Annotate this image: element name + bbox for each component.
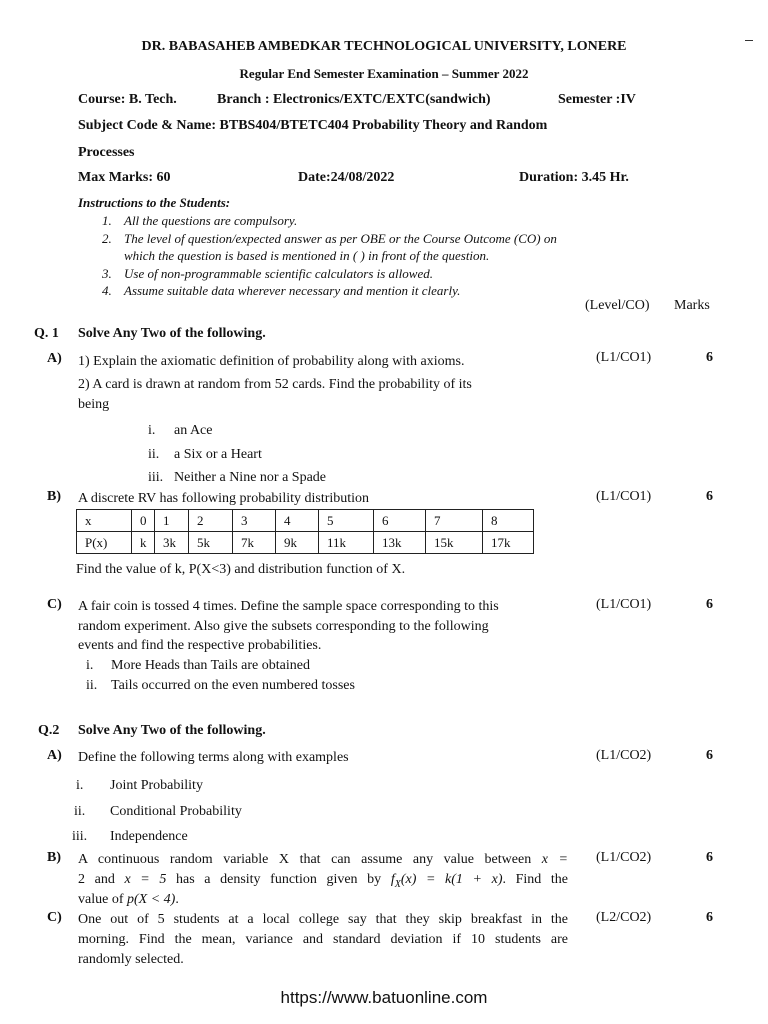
- q1b-level: (L1/CO1): [596, 489, 652, 504]
- p-header-cell: P(x): [77, 532, 132, 554]
- p-cell: 9k: [276, 532, 319, 554]
- q1b-label: B): [47, 489, 61, 504]
- table-row: [77, 510, 534, 532]
- q2b-math: x = 5: [124, 872, 167, 887]
- marks-header: Marks: [674, 298, 710, 313]
- sub-text: a Six or a Heart: [174, 446, 262, 462]
- q2c-line1: One out of 5 students at a local college say that they skip breakfast in the: [78, 912, 568, 927]
- q2-title: Solve Any Two of the following.: [78, 723, 266, 738]
- exam-title: Regular End Semester Examination – Summer 2022: [239, 66, 529, 81]
- q1c-sublist: [86, 656, 355, 696]
- x-cell: 8: [483, 510, 534, 532]
- instruction-text: Use of non-programmable scientific calculators is allowed.: [124, 265, 433, 281]
- x-cell: 6: [374, 510, 426, 532]
- x-cell: 3: [233, 510, 276, 532]
- sub-text: Independence: [110, 829, 188, 844]
- q1c-line2: random experiment. Also give the subsets corresponding to the following: [78, 619, 489, 634]
- q1a-label: A): [47, 351, 62, 366]
- branch: Branch : Electronics/EXTC/EXTC(sandwich): [217, 92, 491, 107]
- x-header-cell: x: [77, 510, 132, 532]
- exam-duration: Duration: 3.45 Hr.: [519, 170, 629, 185]
- course: Course: B. Tech.: [78, 92, 177, 107]
- margin-mark: [745, 40, 753, 41]
- q2b-math: f: [390, 872, 395, 887]
- q1b-after: Find the value of k, P(X<3) and distribution function of X.: [76, 562, 406, 577]
- instruction-num: 3.: [102, 265, 112, 281]
- instructions-list: [102, 212, 557, 300]
- sub-num: ii.: [74, 803, 86, 819]
- q2c-line3: randomly selected.: [78, 952, 184, 967]
- p-cell: 3k: [155, 532, 189, 554]
- q2b-line3: [78, 890, 179, 910]
- x-cell: 2: [189, 510, 233, 532]
- q1a-part2-line1: 2) A card is drawn at random from 52 cards. Find the probability of its: [78, 377, 472, 392]
- q2a-marks: 6: [706, 748, 713, 763]
- sub-num: i.: [86, 658, 94, 673]
- q2b-text: A continuous random variable X that can assume any value between: [78, 852, 542, 867]
- instruction-text: which the question is based is mentioned in ( ) in front of the question.: [124, 248, 490, 263]
- q2a-sublist: [72, 773, 242, 850]
- q1c-line3: events and find the respective probabilities.: [78, 638, 322, 653]
- p-cell: 11k: [319, 532, 374, 554]
- sub-text: Tails occurred on the even numbered tosses: [111, 678, 355, 693]
- x-cell: 5: [319, 510, 374, 532]
- q2c-marks: 6: [706, 910, 713, 925]
- q2b-math: x =: [541, 852, 568, 867]
- exam-date: Date:24/08/2022: [298, 170, 395, 185]
- instruction-num: 4.: [102, 283, 112, 298]
- q2b-text: . Find the: [502, 872, 569, 887]
- instruction-text: The level of question/expected answer as per OBE or the Course Outcome (CO) on: [124, 230, 557, 246]
- p-cell: 5k: [189, 532, 233, 554]
- q2b-text: value of: [78, 892, 127, 907]
- q1a-level: (L1/CO1): [596, 350, 652, 365]
- q1c-marks: 6: [706, 597, 713, 612]
- q1c-label: C): [47, 597, 62, 612]
- q1-number: Q. 1: [34, 326, 59, 341]
- q1c-line1: A fair coin is tossed 4 times. Define the sample space corresponding to this: [78, 599, 499, 614]
- sub-text: Conditional Probability: [110, 803, 242, 819]
- q2b-text: .: [175, 892, 179, 907]
- q2b-math: p(X < 4): [126, 892, 176, 907]
- p-cell: 17k: [483, 532, 534, 554]
- sub-num: ii.: [148, 446, 160, 462]
- subject-line-2: Processes: [78, 145, 135, 160]
- instruction-text: All the questions are compulsory.: [124, 213, 298, 228]
- q2b-level: (L1/CO2): [596, 850, 652, 865]
- p-cell: 13k: [374, 532, 426, 554]
- q1-title: Solve Any Two of the following.: [78, 326, 266, 341]
- sub-num: i.: [148, 423, 156, 438]
- semester: Semester :IV: [558, 92, 636, 107]
- q1c-level: (L1/CO1): [596, 597, 652, 612]
- footer-url: https://www.batuonline.com: [280, 988, 488, 1007]
- q2c-level: (L2/CO2): [596, 910, 652, 925]
- university-name: DR. BABASAHEB AMBEDKAR TECHNOLOGICAL UNIVERSITY, LONERE: [141, 39, 627, 54]
- q2c-line2: morning. Find the mean, variance and standard deviation if 10 students are: [78, 932, 568, 947]
- max-marks: Max Marks: 60: [78, 170, 171, 185]
- level-co-header: (Level/CO): [585, 298, 650, 313]
- q2b-math-sub: X: [394, 878, 401, 890]
- q1b-marks: 6: [706, 489, 713, 504]
- q2a-level: (L1/CO2): [596, 748, 652, 763]
- sub-num: iii.: [148, 470, 164, 485]
- q1a-marks: 6: [706, 350, 713, 365]
- instructions-title: Instructions to the Students:: [78, 195, 231, 210]
- table-row: [77, 532, 534, 554]
- q2c-label: C): [47, 910, 62, 925]
- q1a-part1: 1) Explain the axiomatic definition of probability along with axioms.: [78, 354, 465, 369]
- q1b-intro: A discrete RV has following probability distribution: [78, 491, 370, 506]
- x-cell: 4: [276, 510, 319, 532]
- q2b-line1: [78, 850, 568, 870]
- sub-text: Joint Probability: [110, 778, 203, 793]
- x-cell: 1: [155, 510, 189, 532]
- q2b-math: (x) = k(1 + x): [400, 872, 503, 887]
- p-cell: k: [132, 532, 155, 554]
- q2-number: Q.2: [38, 723, 60, 738]
- sub-text: More Heads than Tails are obtained: [111, 658, 310, 673]
- sub-num: ii.: [86, 678, 98, 693]
- subject-line-1: Subject Code & Name: BTBS404/BTETC404 Probability Theory and Random: [78, 118, 548, 133]
- instruction-text: Assume suitable data wherever necessary and mention it clearly.: [124, 283, 461, 298]
- sub-num: i.: [76, 778, 84, 793]
- q2a-label: A): [47, 748, 62, 763]
- sub-text: an Ace: [174, 423, 213, 438]
- q1a-part2-line2: being: [78, 397, 110, 412]
- x-cell: 7: [426, 510, 483, 532]
- q2b-marks: 6: [706, 850, 713, 865]
- sub-text: Neither a Nine nor a Spade: [174, 470, 326, 485]
- q1a-sublist: [148, 419, 326, 490]
- sub-num: iii.: [72, 829, 88, 844]
- q2b-text: has a density function given by: [166, 872, 391, 887]
- instruction-num: 1.: [102, 213, 112, 228]
- p-cell: 15k: [426, 532, 483, 554]
- q2b-label: B): [47, 850, 61, 865]
- probability-distribution-table: [76, 509, 534, 554]
- q2b-text: 2 and: [78, 872, 125, 887]
- p-cell: 7k: [233, 532, 276, 554]
- x-cell: 0: [132, 510, 155, 532]
- q2a-intro: Define the following terms along with examples: [78, 750, 349, 765]
- instruction-num: 2.: [102, 230, 112, 246]
